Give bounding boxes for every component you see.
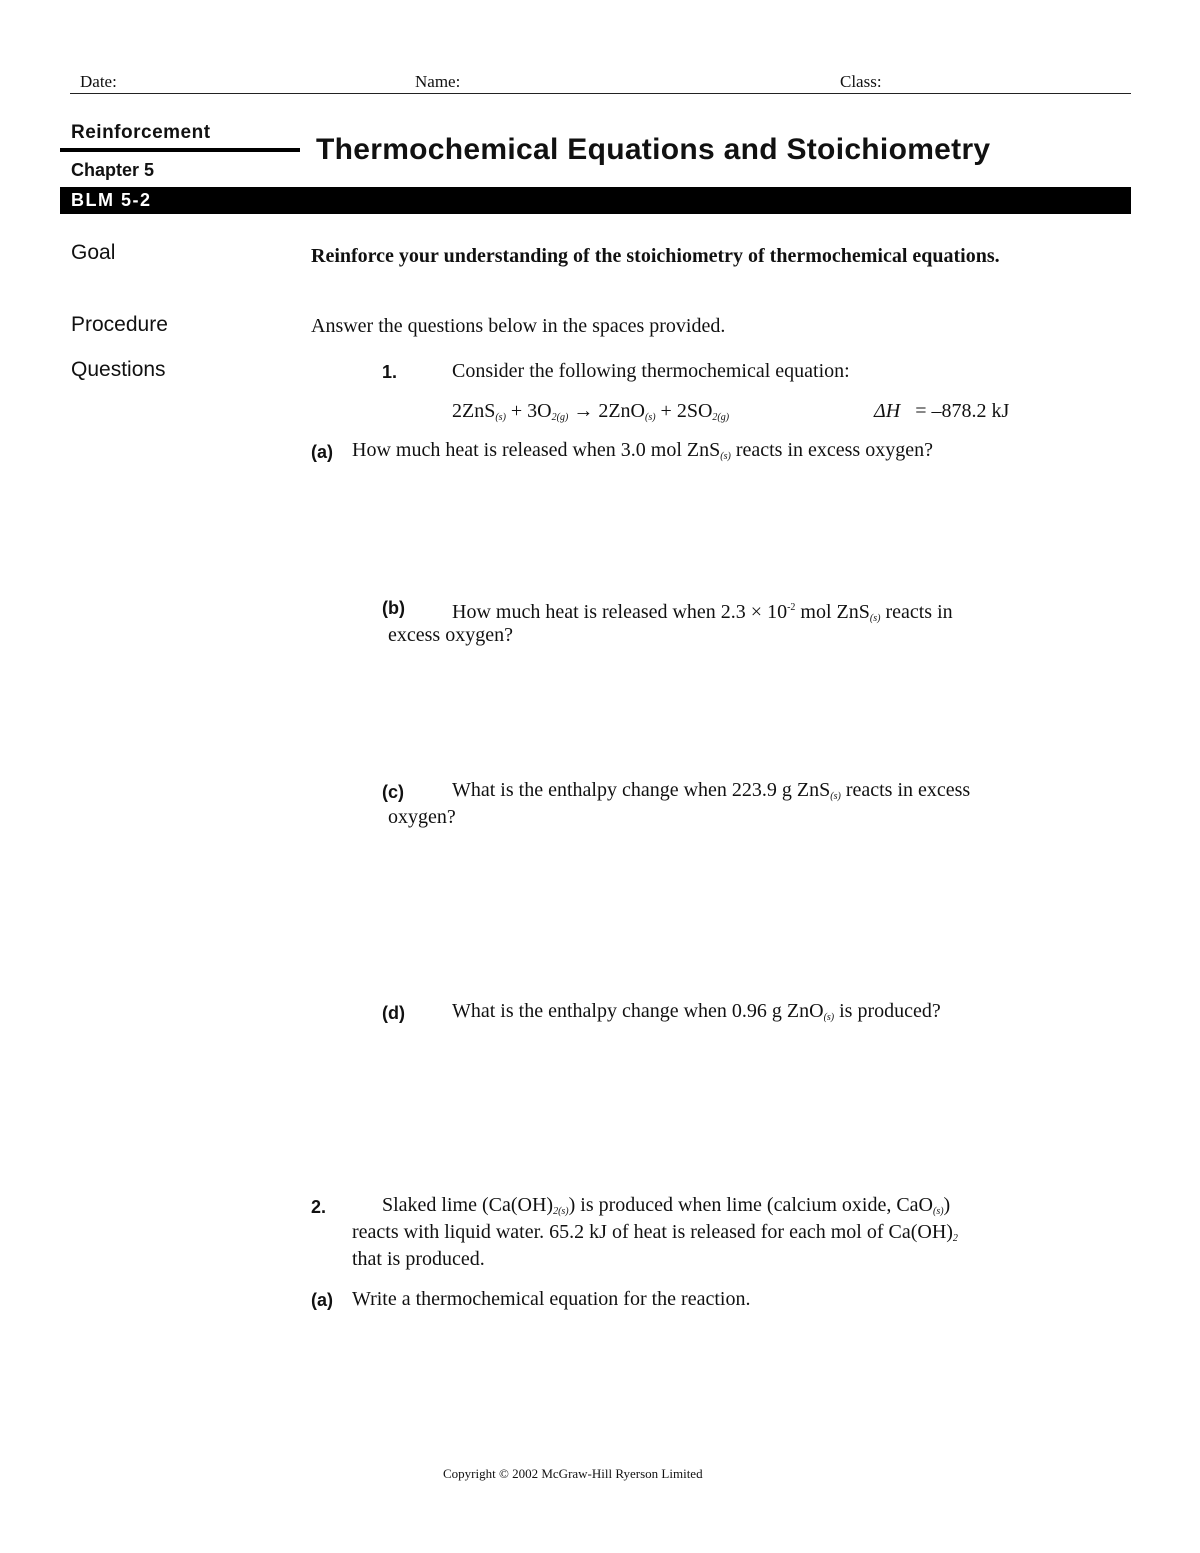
q1d-label: (d) — [382, 1003, 405, 1023]
category-label: Reinforcement — [71, 122, 211, 143]
name-label: Name: — [415, 72, 461, 91]
q1a-label: (a) — [311, 442, 333, 462]
banner-rule — [60, 148, 300, 152]
goal-label: Goal — [71, 241, 116, 264]
procedure-label: Procedure — [71, 313, 168, 336]
questions-label: Questions — [71, 358, 166, 381]
q2a-label: (a) — [311, 1290, 333, 1310]
header-rule — [70, 93, 1131, 94]
q2-text-line3: that is produced. — [352, 1248, 485, 1270]
q2a-text: Write a thermochemical equation for the reaction. — [352, 1288, 751, 1310]
goal-text: Reinforce your understanding of the stoichiometry of thermochemical equations. — [311, 245, 1000, 267]
q2-number: 2. — [311, 1197, 327, 1217]
q1-equation: $2ZnS_{(s)} + 3O_{2(g)} \to 2ZnO_{(s)} + 2SO_{2(g)}$ — [452, 400, 730, 423]
q1b-text-line2: excess oxygen? — [388, 624, 513, 646]
q1c-label: (c) — [382, 782, 404, 802]
q1b-text: How much heat is released when $2.3 \times 10^{-2}$ mol ZnS$_{(s)}$ reacts in — [452, 601, 953, 624]
q2-text: Slaked lime $(Ca(OH)_{2(s)})$ is produced when lime (calcium oxide, CaO$_{(s)}$) — [382, 1194, 951, 1217]
blm-label: BLM 5-2 — [71, 190, 152, 210]
class-label: Class: — [840, 72, 882, 91]
date-label: Date: — [80, 72, 117, 91]
blm-bar — [60, 187, 1131, 214]
procedure-text: Answer the questions below in the spaces provided. — [311, 315, 726, 337]
q1b-label: (b) — [382, 598, 405, 618]
q2-text-line2: reacts with liquid water. 65.2 kJ of heat is released for each mol of $Ca(OH)_2$ — [352, 1221, 958, 1244]
chapter-label: Chapter 5 — [71, 160, 155, 180]
q1d-text: What is the enthalpy change when 0.96 g ZnO$_{(s)}$ is produced? — [452, 1000, 941, 1023]
q1-enthalpy: ΔH = –878.2 kJ — [874, 400, 1010, 422]
q1a-text: How much heat is released when 3.0 mol ZnS$_{(s)}$ reacts in excess oxygen? — [352, 439, 933, 462]
q1-prompt: Consider the following thermochemical equation: — [452, 360, 850, 382]
q1c-text: What is the enthalpy change when 223.9 g ZnS$_{(s)}$ reacts in excess — [452, 779, 971, 802]
q1c-text-line2: oxygen? — [388, 806, 456, 828]
page-title: Thermochemical Equations and Stoichiometry — [316, 133, 991, 166]
copyright-footer: Copyright © 2002 McGraw-Hill Ryerson Limited — [443, 1466, 703, 1481]
q1-number: 1. — [382, 362, 398, 382]
